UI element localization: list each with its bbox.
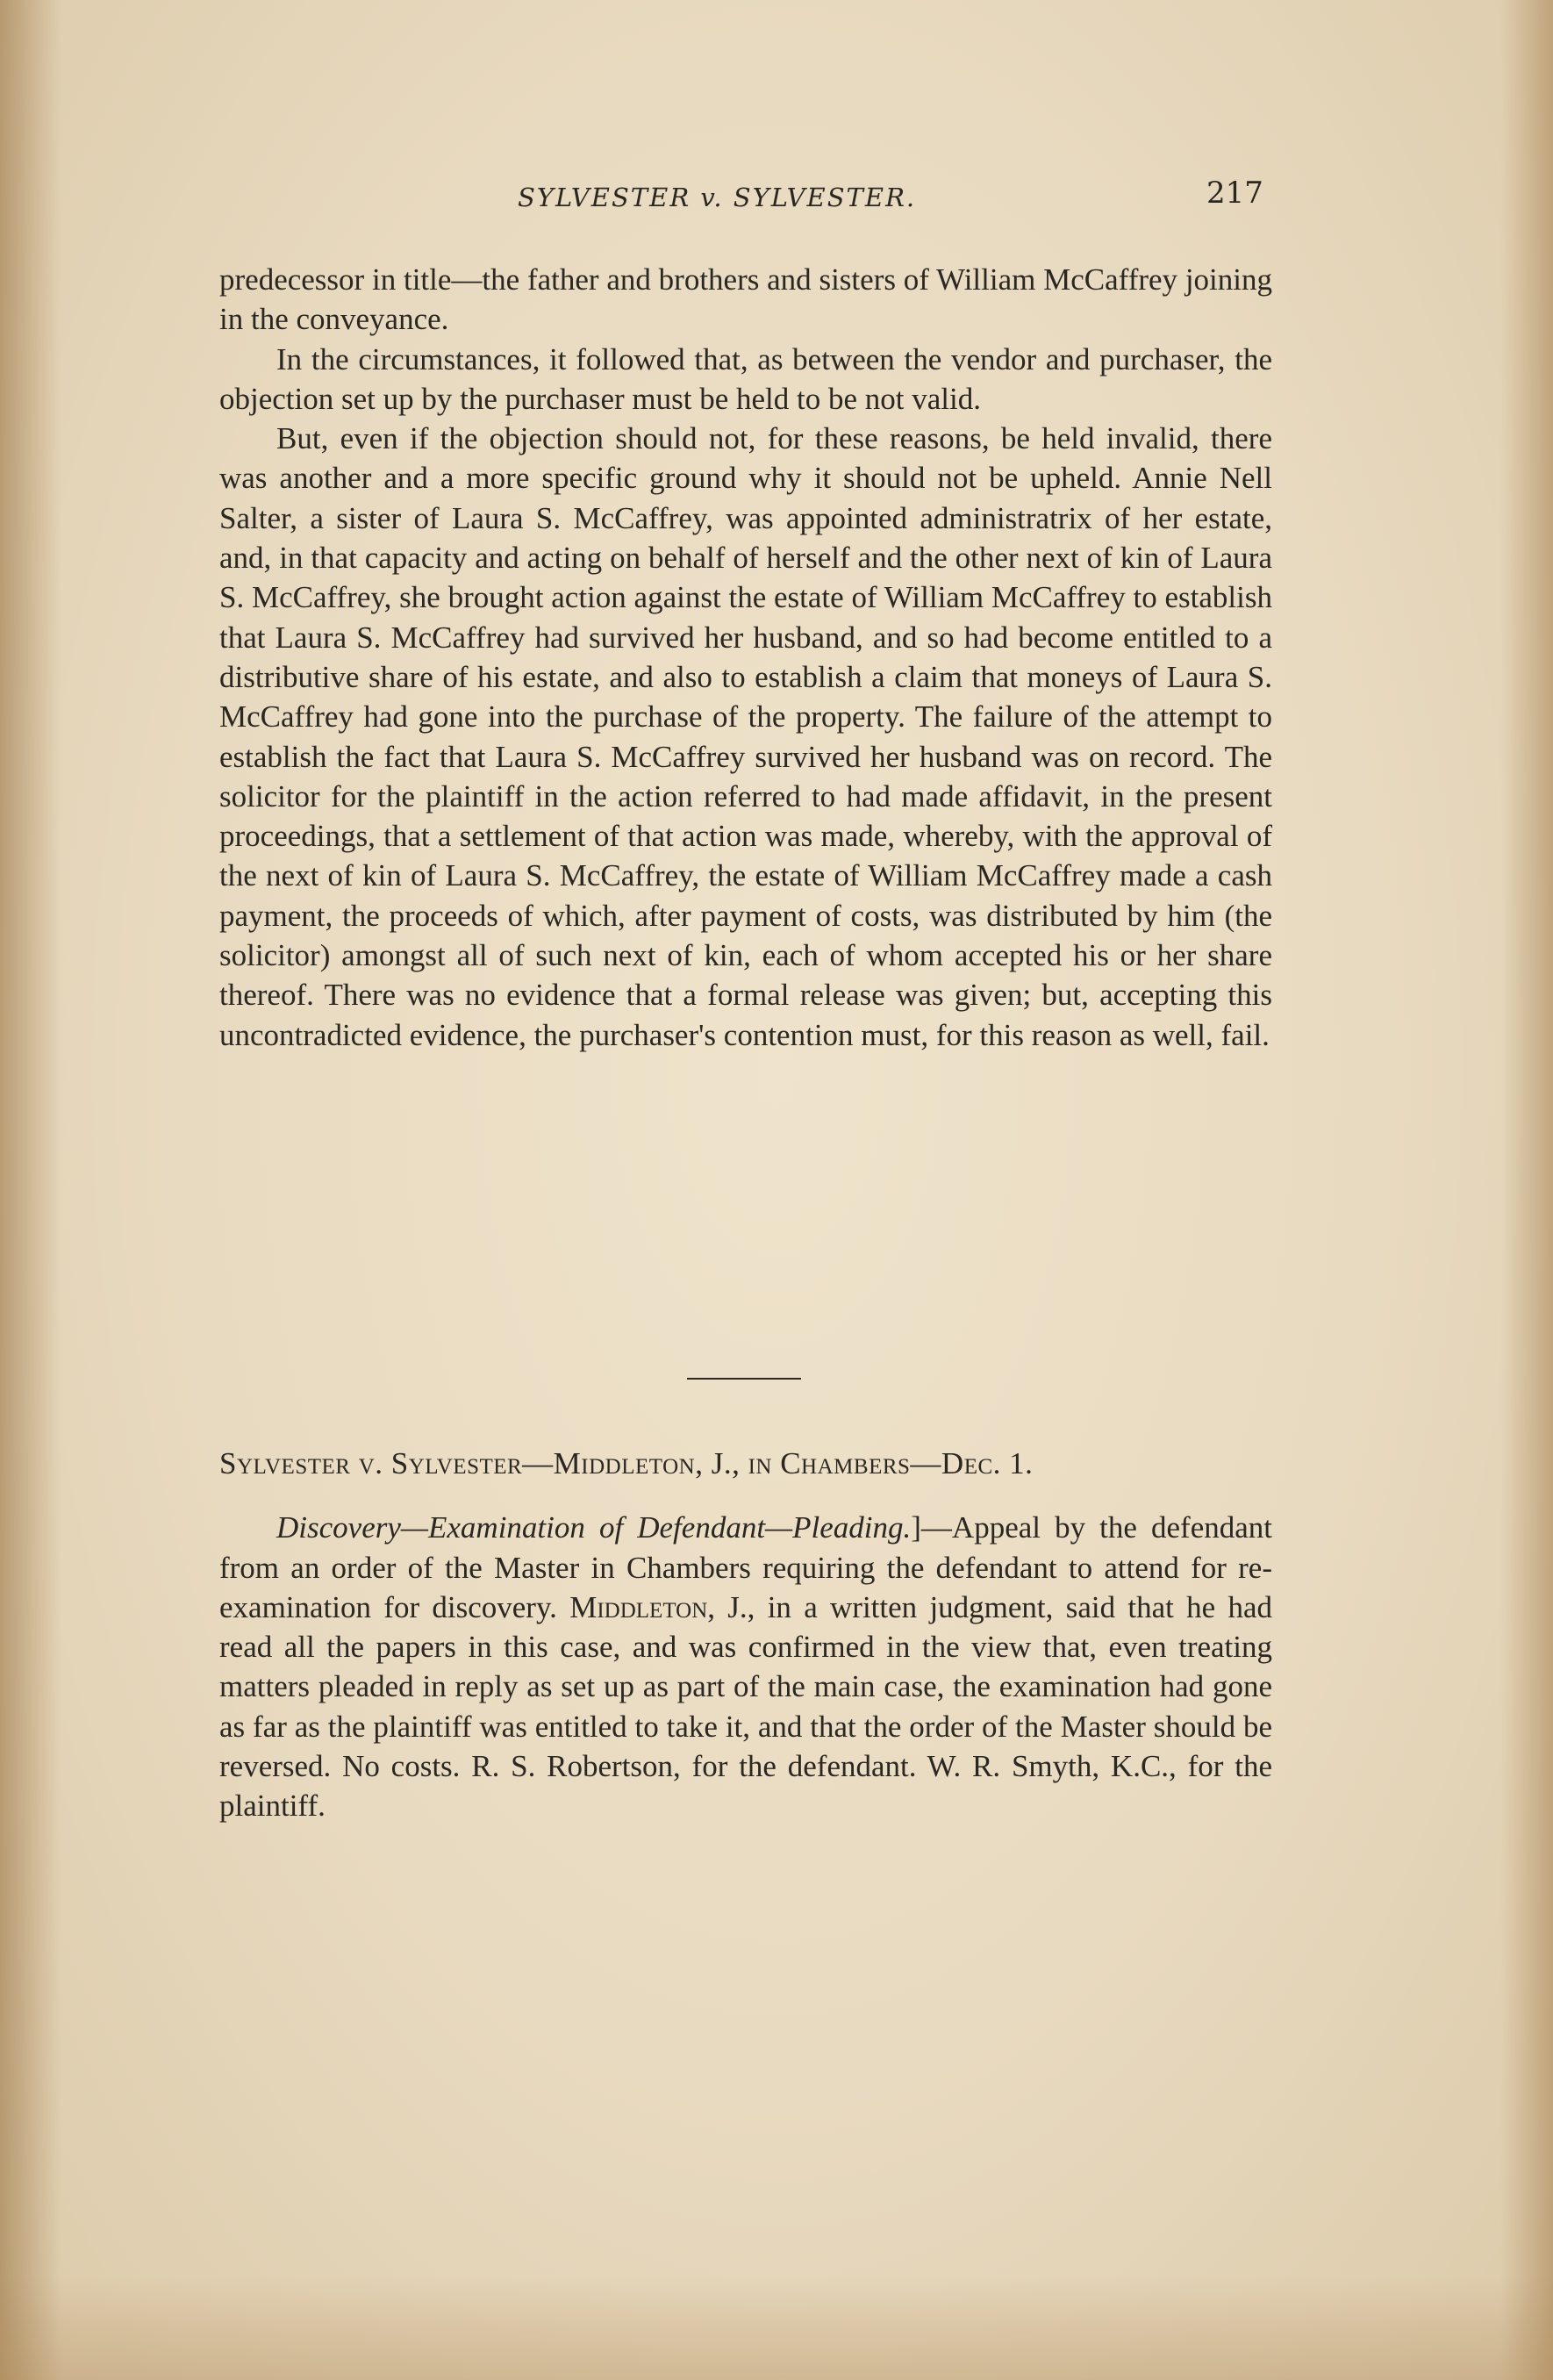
page-edge-shadow xyxy=(1500,0,1553,2380)
page-number: 217 xyxy=(1206,176,1263,211)
case-report xyxy=(219,1444,1272,1826)
case-heading: Sylvester v. Sylvester—Middleton, J., in Chambers—Dec. 1. xyxy=(219,1446,1034,1480)
main-text xyxy=(219,260,1272,1055)
page-gutter-shadow xyxy=(0,0,61,2380)
running-header xyxy=(219,172,1272,225)
running-title: SYLVESTER v. SYLVESTER. xyxy=(518,183,917,212)
case-catchwords: Discovery—Examination of Defendant—Pleading. xyxy=(276,1510,912,1545)
section-divider xyxy=(687,1378,801,1380)
page-bottom-shadow xyxy=(0,2275,1553,2380)
paragraph: But, even if the objection should not, for these reasons, be held invalid, there was another and a more specific ground why it should not be upheld. Annie Nell Salter, a sister of Laura S. McCaffrey, was appointed administratrix of her estate, and, in that capacity and acting on behalf of herself and the other next of kin of Laura S. McCaffrey, she brought action against the estate of William McCaffrey to establish that Laura S. McCaffrey had survived her husband, and so had become entitled to a distributive share of his estate, and also to establish a claim that moneys of Laura S. McCaffrey had gone into the purchase of the property. The failure of the attempt to establish the fact that Laura S. McCaffrey survived her husband was on record. The solicitor for the plaintiff in the action referred to had made affidavit, in the present proceedings, that a settlement of that action was made, whereby, with the approval of the next of kin of Laura S. McCaffrey, the estate of William McCaffrey made a cash payment, the proceeds of which, after payment of costs, was distributed by him (the solicitor) amongst all of such next of kin, each of whom accepted his or her share thereof. There was no evidence that a formal release was given; but, accepting this uncontradicted evidence, the purchaser's contention must, for this reason as well, fail. xyxy=(219,421,1272,1052)
judge-name: Middleton, J. xyxy=(569,1589,748,1624)
paragraph-continuation: predecessor in title—the father and brothers and sisters of William McCaffrey joining in the conveyance. xyxy=(219,262,1272,337)
case-text-part-1: ]—Appeal by the defendant from an order of the Master in Chambers requiring the defendant to attend for re-examination for discovery. xyxy=(219,1510,1272,1624)
paragraph: In the circumstances, it followed that, as between the vendor and purchaser, the objection set up by the purchaser must be held to be not valid. xyxy=(219,341,1272,416)
case-text-part-2: , in a written judgment, said that he had read all the papers in this case, and was confirmed in the view that, even treating matters pleaded in reply as set up as part of the main case, the examination had gone as far as the plaintiff was entitled to take it, and that the order of the Master should be reversed. No costs. R. S. Robertson, for the defendant. W. R. Smyth, K.C., for the plaintiff. xyxy=(219,1589,1272,1824)
case-body xyxy=(219,1508,1272,1825)
